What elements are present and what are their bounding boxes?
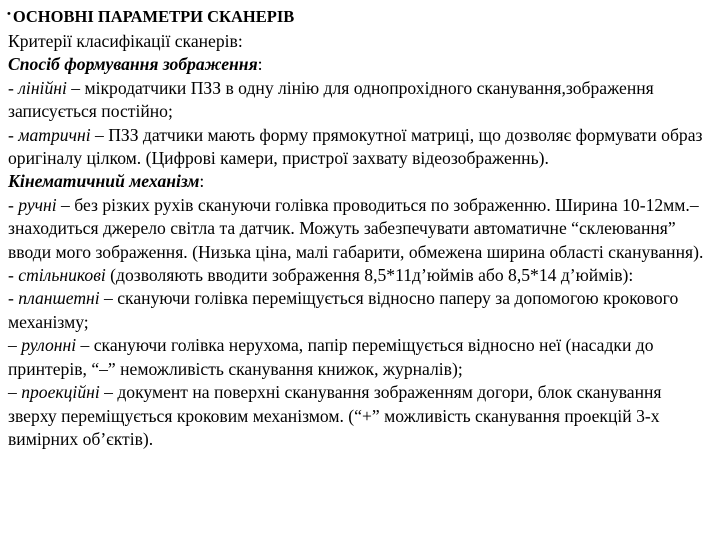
item-prefix: - [8, 77, 19, 98]
bullet-icon: • [7, 8, 11, 20]
list-item [8, 381, 712, 451]
item-text: – мікродатчики ПЗЗ в одну лінію для однопрохідного сканування,зображення записується постійно; [8, 77, 654, 122]
item-text: – скануючи голівка нерухома, папір переміщується відносно неї (насадки до принтерів, “–” неможливість сканування книжок, журналів); [8, 335, 654, 379]
section2-colon: : [199, 171, 205, 192]
intro-text: Критерії класифікації сканерів: [8, 31, 243, 51]
item-text: – скануючи голівка переміщується відносно паперу за допомогою крокового механізму; [8, 288, 679, 332]
list-item [8, 124, 712, 171]
item-term: матричні [18, 124, 91, 145]
section2-heading: Кінематичний механізм [8, 171, 200, 192]
item-term: лінійні [18, 77, 67, 98]
section1-heading: Спосіб формування зображення [8, 54, 258, 75]
item-prefix: - [8, 124, 19, 145]
item-prefix: - [8, 194, 19, 215]
section2-heading-line [8, 170, 712, 193]
item-term: ручні [18, 194, 57, 215]
section1-heading-line [8, 53, 712, 76]
intro-line [8, 30, 712, 53]
item-term: планшетні [18, 288, 100, 309]
list-item [8, 287, 712, 334]
list-item [8, 77, 712, 124]
list-item [8, 264, 712, 287]
item-prefix: - [8, 288, 19, 309]
item-text: – документ на поверхні сканування зображенням догори, блок сканування зверху переміщується кроковим механізмом. (“+” можливість сканування проекцій 3-х вимірних об’єктів). [8, 382, 662, 449]
item-text: – без різких рухів скануючи голівка проводиться по зображенню. Ширина 10-12мм.– знаходиться джерело світла та датчик. Можуть забезпечувати автоматичне “склеювання” вводи мого зображення. (Низька ціна, малі габарити, обмежена ширина області сканування). [8, 194, 704, 262]
item-text: (дозволяють вводити зображення 8,5*11д’юймів або 8,5*14 д’юймів): [105, 265, 634, 286]
list-item [8, 194, 712, 264]
list-item [8, 334, 712, 381]
item-term: проекційні [21, 382, 100, 403]
section1-colon: : [257, 54, 263, 75]
item-text: – ПЗЗ датчики мають форму прямокутної матриці, що дозволяє формувати образ оригіналу цілком. (Цифрові камери, пристрої захвату відеозображеннь). [8, 124, 703, 169]
slide-title: ОСНОВНІ ПАРАМЕТРИ СКАНЕРІВ [12, 7, 295, 26]
item-term: рулонні [21, 335, 77, 356]
item-prefix: – [8, 382, 22, 403]
slide-body [8, 30, 712, 451]
item-prefix: – [8, 335, 22, 356]
title-row [7, 6, 712, 28]
item-term: стільникові [18, 265, 106, 286]
item-prefix: - [8, 265, 19, 286]
